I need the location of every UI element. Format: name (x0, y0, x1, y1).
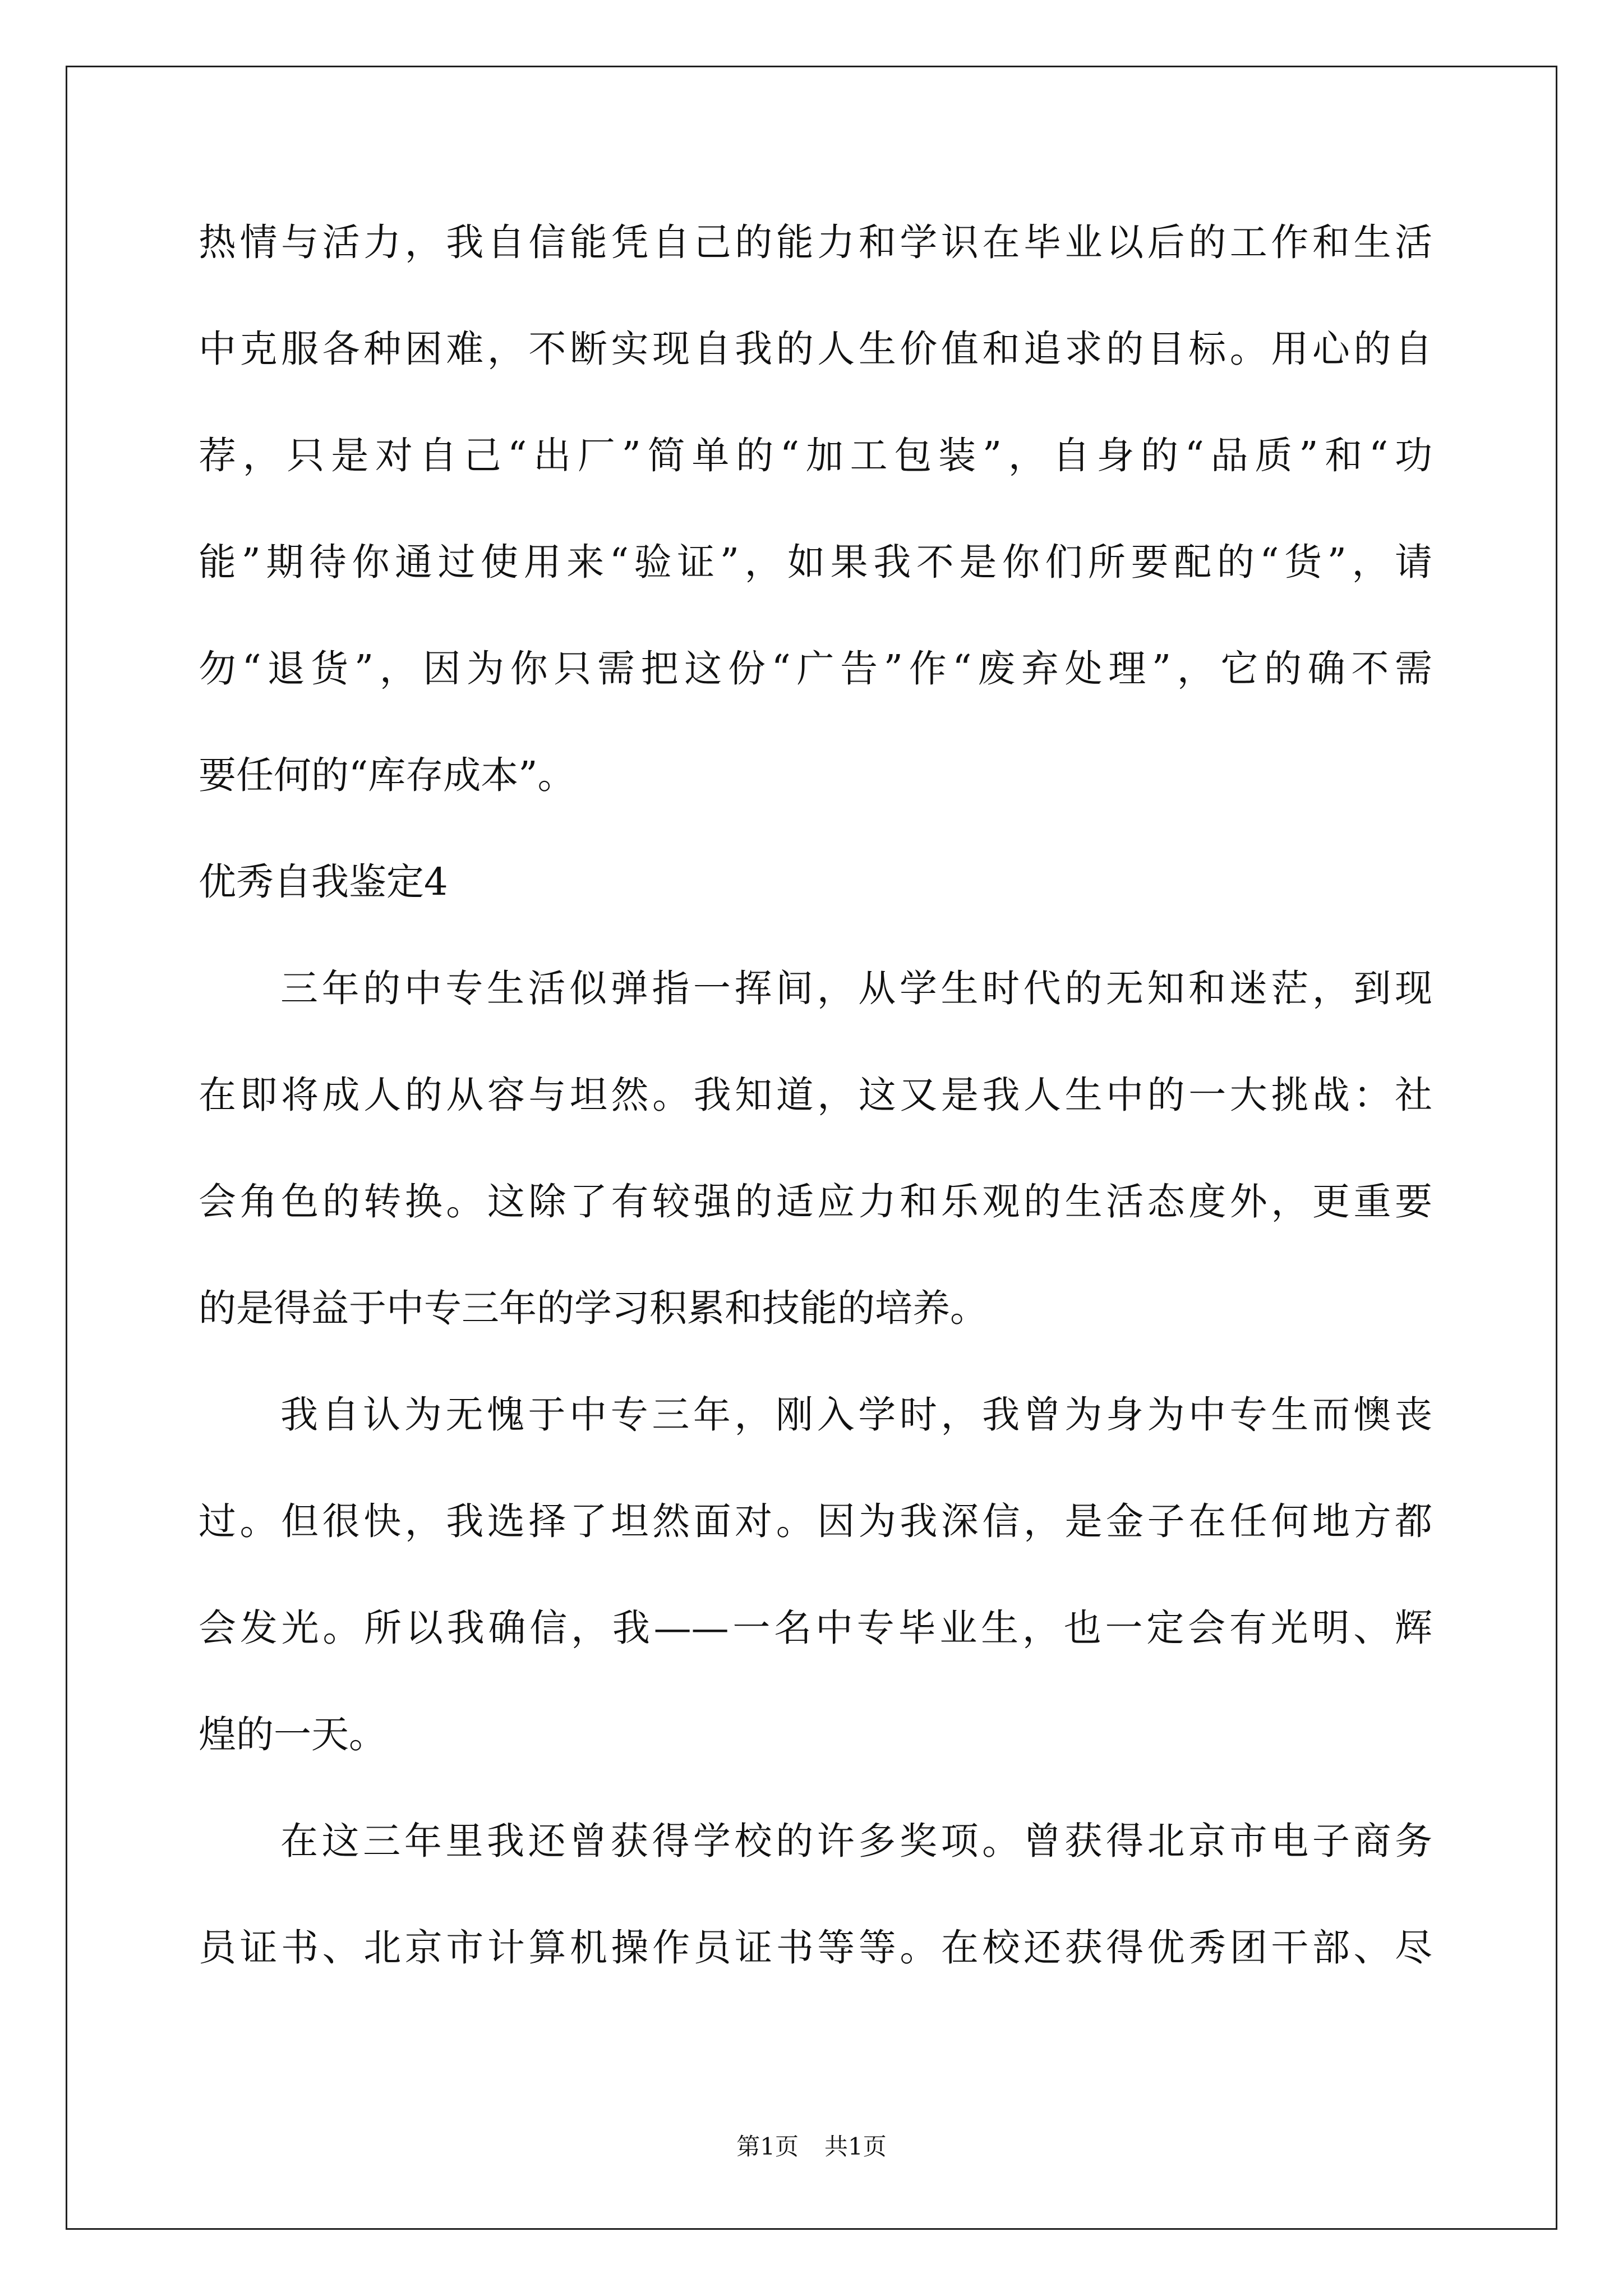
page-total: 共1页 (824, 2133, 887, 2160)
text-line: 我自认为无愧于中专三年，刚入学时，我曾为身为中专生而懊丧 (280, 1393, 1432, 1437)
text-line: 荐，只是对自己“出厂”简单的“加工包装”，自身的“品质”和“功 (199, 434, 1432, 477)
paragraph-2 (199, 1392, 1432, 1819)
text-line: 煌的一天。 (199, 1713, 386, 1756)
text-line: 会角色的转换。这除了有较强的适应力和乐观的生活态度外，更重要 (199, 1180, 1432, 1223)
paragraph-3 (199, 1819, 1432, 2032)
text-line: 热情与活力，我自信能凭自己的能力和学识在毕业以后的工作和生活 (199, 220, 1432, 264)
paragraph-1 (199, 966, 1432, 1392)
page-number: 第1页 (736, 2133, 799, 2160)
text-line: 的是得益于中专三年的学习积累和技能的培养。 (199, 1286, 988, 1330)
text-line: 会发光。所以我确信，我——一名中专毕业生，也一定会有光明、辉 (199, 1606, 1432, 1650)
document-body (199, 220, 1432, 2032)
page-footer (0, 2128, 1623, 2162)
intro-paragraph (199, 220, 1432, 859)
text-line: 中克服各种困难，不断实现自我的人生价值和追求的目标。用心的自 (199, 327, 1432, 371)
text-line: 在即将成人的从容与坦然。我知道，这又是我人生中的一大挑战：社 (199, 1073, 1432, 1117)
section-heading: 优秀自我鉴定4 (199, 860, 448, 904)
text-line: 勿“退货”，因为你只需把这份“广告”作“废弃处理”，它的确不需 (199, 647, 1432, 691)
text-line: 员证书、北京市计算机操作员证书等等。在校还获得优秀团干部、尽 (199, 1926, 1432, 1970)
text-line: 在这三年里我还曾获得学校的许多奖项。曾获得北京市电子商务 (280, 1819, 1432, 1863)
text-line: 三年的中专生活似弹指一挥间，从学生时代的无知和迷茫，到现 (280, 967, 1432, 1010)
text-line: 能”期待你通过使用来“验证”，如果我不是你们所要配的“货”，请 (199, 540, 1432, 584)
text-line: 过。但很快，我选择了坦然面对。因为我深信，是金子在任何地方都 (199, 1499, 1432, 1543)
text-line: 要任何的“库存成本”。 (199, 753, 575, 797)
